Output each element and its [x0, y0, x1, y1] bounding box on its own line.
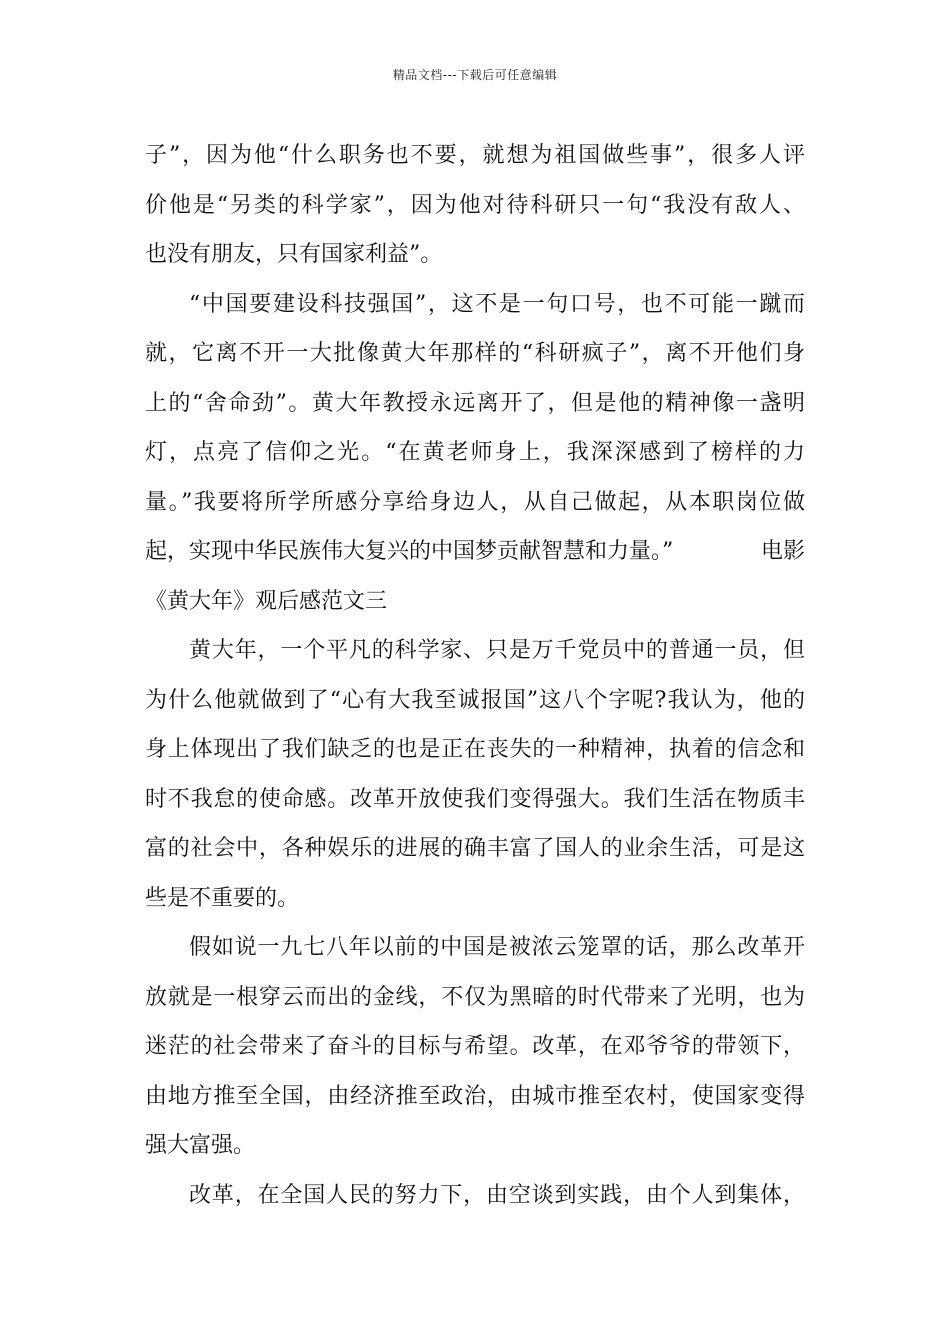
- text-line: 由地方推至全国，由经济推至政治，由城市推至农村，使国家变得: [145, 1083, 805, 1109]
- text-line: 就，它离不开一大批像黄大年那样的“科研疯子”，离不开他们身: [145, 341, 805, 366]
- text-line: 假如说一九七八年以前的中国是被浓云笼罩的话，那么改革开: [189, 935, 805, 960]
- paragraph: [145, 280, 805, 577]
- text-line: 放就是一根穿云而出的金线，不仅为黑暗的时代带来了光明，也为: [145, 984, 805, 1010]
- text-line: 价他是“另类的科学家”，因为他对待科研只一句“我没有敌人、: [145, 192, 805, 218]
- text-line: “中国要建设科技强国”，这不是一句口号，也不可能一蹴而: [189, 291, 805, 317]
- paragraph: [145, 923, 805, 1171]
- text-line: 身上体现出了我们缺乏的也是正在丧失的一种精神，执着的信念和: [145, 737, 805, 762]
- text-line: 迷茫的社会带来了奋斗的目标与希望。改革，在邓爷爷的带领下，: [145, 1034, 805, 1059]
- text-line: 灯，点亮了信仰之光。“在黄老师身上，我深深感到了榜样的力: [145, 440, 805, 465]
- text-line: 《黄大年》观后感范文三: [145, 588, 388, 614]
- text-line: 富的社会中，各种娱乐的进展的确丰富了国人的业余生活，可是这: [145, 836, 805, 861]
- text-line: 改革，在全国人民的努力下，由空谈到实践，由个人到集体，: [189, 1182, 805, 1208]
- text-line: 也没有朋友，只有国家利益”。: [145, 242, 443, 267]
- text-segment: 电影: [760, 539, 805, 564]
- text-line: [145, 527, 805, 577]
- paragraph: [145, 626, 805, 923]
- section-heading: [145, 577, 805, 627]
- page-header: 精品文档---下载后可任意编辑: [392, 68, 558, 82]
- text-line: 子”，因为他“什么职务也不要，就想为祖国做些事”，很多人评: [145, 143, 805, 168]
- text-line: 强大富强。: [145, 1133, 256, 1158]
- text-line: 量。”我要将所学所感分享给身边人，从自己做起，从本职岗位做: [145, 489, 805, 515]
- paragraph: [145, 131, 805, 280]
- document-body: [145, 131, 805, 1220]
- text-line: 黄大年，一个平凡的科学家、只是万千党员中的普通一员，但: [189, 638, 805, 663]
- paragraph: [145, 1171, 805, 1221]
- text-line: 些是不重要的。: [145, 885, 300, 911]
- text-line: 为什么他就做到了“心有大我至诚报国”这八个字呢?我认为，他的: [145, 687, 805, 713]
- text-line: 上的“舍命劲”。黄大年教授永远离开了，但是他的精神像一盏明: [145, 390, 805, 416]
- text-line: 时不我怠的使命感。改革开放使我们变得强大。我们生活在物质丰: [145, 786, 805, 812]
- text-segment: 起，实现中华民族伟大复兴的中国梦贡献智慧和力量。”: [145, 539, 674, 564]
